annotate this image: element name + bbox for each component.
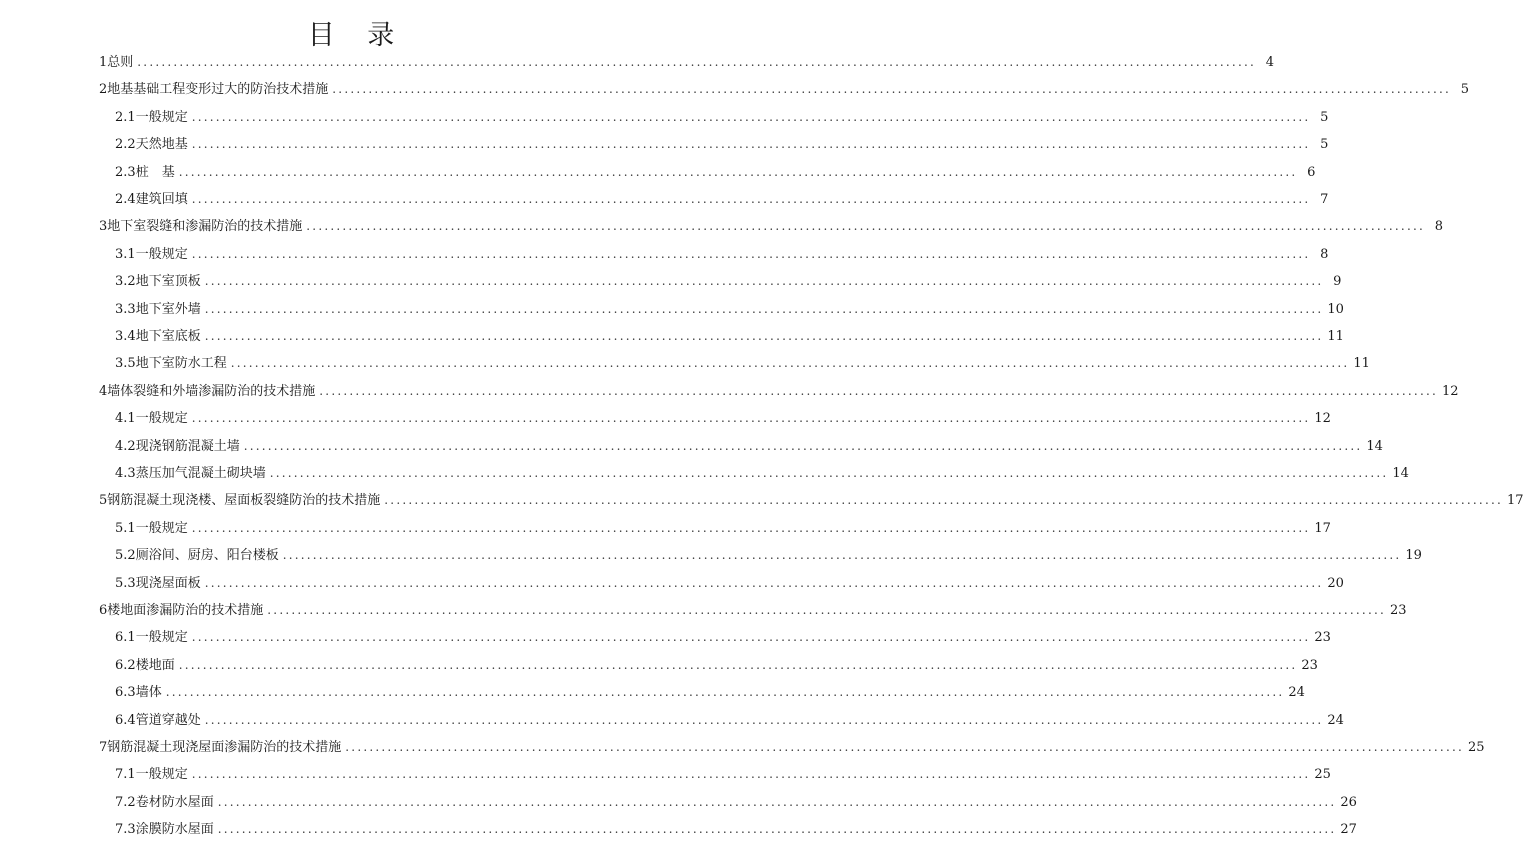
toc-entry-page-number: 23: [1390, 603, 1407, 618]
toc-entry-title: 厕浴间、厨房、阳台楼板: [135, 548, 279, 564]
toc-entry-number: 2.1: [115, 109, 136, 125]
toc-entry-title: 一般规定: [135, 630, 188, 646]
toc-entry-number: 5: [99, 493, 108, 509]
toc-entry-title: 地下室外墙: [135, 301, 201, 317]
toc-entry-page-number: 8: [1320, 246, 1329, 262]
toc-leader-dots: ..........................................................................................................................................................................................: [267, 603, 1386, 617]
toc-entry[interactable]: [99, 77, 1469, 101]
toc-entry-title: 一般规定: [135, 109, 188, 125]
toc-entry-title: 涂膜防水屋面: [135, 822, 214, 838]
toc-entry-page-number: 8: [1434, 219, 1443, 235]
toc-entry-page-number: 23: [1314, 630, 1331, 646]
toc-leader-dots: ..........................................................................................................................................................................................: [282, 548, 1402, 563]
toc-leader-dots: ..........................................................................................................................................................................................: [269, 466, 1389, 480]
toc-entry-number: 2.2: [115, 137, 136, 153]
toc-entry-page-number: 10: [1327, 301, 1344, 317]
toc-entry-page-number: 5: [1320, 137, 1329, 153]
toc-entry-number: 4.3: [115, 466, 136, 481]
toc-entry-number: 2.4: [115, 192, 136, 207]
toc-entry-page-number: 23: [1301, 657, 1318, 673]
toc-entry[interactable]: [115, 461, 1409, 485]
toc-entry-page-number: 11: [1327, 329, 1344, 344]
toc-entry-page-number: 5: [1460, 82, 1469, 98]
toc-entry-title: 桩 基: [135, 164, 175, 180]
toc-entry[interactable]: [115, 105, 1329, 129]
toc-entry-title: 墙体裂缝和外墙渗漏防治的技术措施: [107, 383, 316, 399]
toc-entry-page-number: 12: [1442, 383, 1459, 399]
toc-leader-dots: ..........................................................................................................................................................................................: [191, 192, 1311, 206]
toc-entry-title: 建筑回填: [135, 192, 188, 207]
toc-entry[interactable]: [115, 434, 1383, 458]
toc-entry[interactable]: [115, 516, 1331, 540]
toc-entry-page-number: 4: [1265, 55, 1274, 70]
toc-leader-dots: ..........................................................................................................................................................................................: [243, 438, 1363, 453]
toc-entry[interactable]: [115, 160, 1316, 184]
toc-entry-title: 地下室防水工程: [135, 356, 227, 372]
toc-entry-number: 6: [99, 603, 108, 618]
toc-entry-page-number: 7: [1320, 192, 1329, 207]
toc-entry-number: 6.3: [115, 685, 136, 701]
toc-entry-page-number: 25: [1314, 767, 1331, 783]
toc-entry-page-number: 27: [1340, 822, 1357, 838]
toc-entry-number: 6.1: [115, 630, 136, 646]
toc-entry-title: 钢筋混凝土现浇屋面渗漏防治的技术措施: [107, 740, 342, 755]
toc-entry[interactable]: [115, 269, 1342, 293]
toc-entry-number: 3.4: [115, 329, 136, 344]
toc-leader-dots: ..........................................................................................................................................................................................: [345, 740, 1464, 754]
toc-leader-dots: ..........................................................................................................................................................................................: [204, 301, 1324, 316]
toc-leader-dots: ..........................................................................................................................................................................................: [191, 246, 1311, 261]
toc-entry-number: 7.1: [115, 767, 136, 783]
toc-entry-page-number: 17: [1507, 493, 1524, 509]
toc-leader-dots: ..........................................................................................................................................................................................: [332, 82, 1451, 97]
toc-entry-page-number: 12: [1314, 411, 1331, 427]
toc-entry-title: 一般规定: [135, 767, 188, 783]
toc-leader-dots: ..........................................................................................................................................................................................: [384, 493, 1503, 508]
toc-entry[interactable]: [115, 132, 1329, 156]
toc-leader-dots: ..........................................................................................................................................................................................: [204, 274, 1324, 289]
toc-entry[interactable]: [99, 598, 1407, 622]
toc-entry-number: 7: [99, 740, 108, 755]
toc-entry-page-number: 14: [1366, 438, 1383, 454]
toc-entry-number: 5.1: [115, 520, 136, 536]
toc-entry[interactable]: [115, 762, 1331, 786]
toc-entry[interactable]: [115, 817, 1357, 841]
toc-entry[interactable]: [115, 351, 1370, 375]
toc-entry-title: 地下室底板: [135, 329, 201, 344]
toc-leader-dots: ..........................................................................................................................................................................................: [191, 630, 1311, 645]
toc-entry[interactable]: [115, 571, 1344, 595]
toc-entry-title: 楼地面渗漏防治的技术措施: [107, 603, 264, 618]
toc-entry[interactable]: [115, 790, 1357, 814]
toc-entry[interactable]: [115, 297, 1344, 321]
toc-entry-title: 地下室顶板: [135, 274, 201, 290]
toc-entry[interactable]: [115, 242, 1329, 266]
toc-entry-page-number: 24: [1288, 685, 1305, 701]
toc-entry-page-number: 6: [1307, 164, 1316, 180]
toc-entry-page-number: 11: [1353, 356, 1370, 372]
toc-entry-number: 4.2: [115, 438, 136, 454]
toc-entry-number: 5.2: [115, 548, 136, 564]
toc-entry[interactable]: [115, 543, 1422, 567]
toc-entry-page-number: 24: [1327, 712, 1344, 728]
toc-entry-title: 蒸压加气混凝土砌块墙: [135, 466, 266, 481]
toc-entry-number: 3: [99, 219, 108, 235]
toc-entry-title: 一般规定: [135, 411, 188, 427]
toc-leader-dots: ..........................................................................................................................................................................................: [165, 685, 1285, 700]
toc-entry-title: 墙体: [135, 685, 162, 701]
toc-leader-dots: ..........................................................................................................................................................................................: [217, 794, 1337, 809]
toc-entry-page-number: 5: [1320, 109, 1329, 125]
toc-entry-title: 卷材防水屋面: [135, 794, 214, 810]
toc-entry[interactable]: [99, 488, 1524, 512]
toc-entry-number: 7.2: [115, 794, 136, 810]
toc-entry-page-number: 20: [1327, 575, 1344, 591]
toc-leader-dots: ..........................................................................................................................................................................................: [191, 137, 1311, 152]
toc-entry-title: 现浇钢筋混凝土墙: [135, 438, 240, 454]
toc-entry-number: 6.4: [115, 712, 136, 728]
toc-entry[interactable]: [115, 324, 1344, 348]
toc-entry-title: 地下室裂缝和渗漏防治的技术措施: [107, 219, 303, 235]
toc-entry-title: 钢筋混凝土现浇楼、屋面板裂缝防治的技术措施: [107, 493, 381, 509]
page-title: 目 录: [307, 20, 407, 51]
toc-entry-page-number: 17: [1314, 520, 1331, 536]
toc-entry-title: 管道穿越处: [135, 712, 201, 728]
toc-entry[interactable]: [99, 735, 1485, 759]
toc-entry-number: 1: [99, 55, 108, 70]
toc-entry[interactable]: [115, 406, 1331, 430]
toc-entry-title: 一般规定: [135, 520, 188, 536]
toc-entry-page-number: 9: [1333, 274, 1342, 290]
toc-entry-number: 4.1: [115, 411, 136, 427]
toc-leader-dots: ..........................................................................................................................................................................................: [191, 767, 1311, 782]
toc-leader-dots: ..........................................................................................................................................................................................: [204, 329, 1324, 343]
toc-entry-page-number: 14: [1392, 466, 1409, 481]
toc-entry[interactable]: [115, 625, 1331, 649]
toc-leader-dots: ..........................................................................................................................................................................................: [230, 356, 1350, 371]
toc-entry-number: 3.3: [115, 301, 136, 317]
toc-leader-dots: ..........................................................................................................................................................................................: [204, 575, 1324, 590]
toc-leader-dots: ..........................................................................................................................................................................................: [137, 55, 1256, 69]
toc-leader-dots: ..........................................................................................................................................................................................: [191, 520, 1311, 535]
toc-entry[interactable]: [115, 187, 1329, 211]
toc-entry[interactable]: [115, 680, 1305, 704]
toc-leader-dots: ..........................................................................................................................................................................................: [191, 109, 1311, 124]
toc-entry-page-number: 25: [1468, 740, 1485, 755]
toc-entry-number: 7.3: [115, 822, 136, 838]
toc-entry-title: 现浇屋面板: [135, 575, 201, 591]
toc-leader-dots: ..........................................................................................................................................................................................: [217, 822, 1337, 837]
toc-entry-title: 总则: [107, 55, 134, 70]
toc-entry-number: 2: [99, 82, 108, 98]
toc-entry-page-number: 26: [1340, 794, 1357, 810]
toc-leader-dots: ..........................................................................................................................................................................................: [319, 383, 1438, 398]
toc-entry-number: 4: [99, 383, 108, 399]
toc-entry-number: 3.5: [115, 356, 136, 372]
toc-entry[interactable]: [99, 379, 1459, 403]
toc-entry-number: 2.3: [115, 164, 136, 180]
toc-entry-title: 一般规定: [135, 246, 188, 262]
toc-entry-title: 地基基础工程变形过大的防治技术措施: [107, 82, 329, 98]
toc-entry-number: 6.2: [115, 657, 136, 673]
toc-leader-dots: ..........................................................................................................................................................................................: [178, 164, 1298, 179]
toc-leader-dots: ..........................................................................................................................................................................................: [204, 712, 1324, 727]
toc-entry[interactable]: [115, 708, 1344, 732]
toc-entry[interactable]: [99, 214, 1443, 238]
toc-entry-page-number: 19: [1405, 548, 1422, 564]
toc-entry-number: 5.3: [115, 575, 136, 591]
toc-entry-number: 3.1: [115, 246, 136, 262]
toc-leader-dots: ..........................................................................................................................................................................................: [191, 411, 1311, 426]
toc-entry[interactable]: [99, 50, 1274, 74]
toc-entry-title: 天然地基: [135, 137, 188, 153]
toc-entry-number: 3.2: [115, 274, 136, 290]
toc-leader-dots: ..........................................................................................................................................................................................: [178, 657, 1298, 672]
toc-entry-title: 楼地面: [135, 657, 175, 673]
toc-entry[interactable]: [115, 653, 1318, 677]
toc-leader-dots: ..........................................................................................................................................................................................: [306, 219, 1425, 234]
